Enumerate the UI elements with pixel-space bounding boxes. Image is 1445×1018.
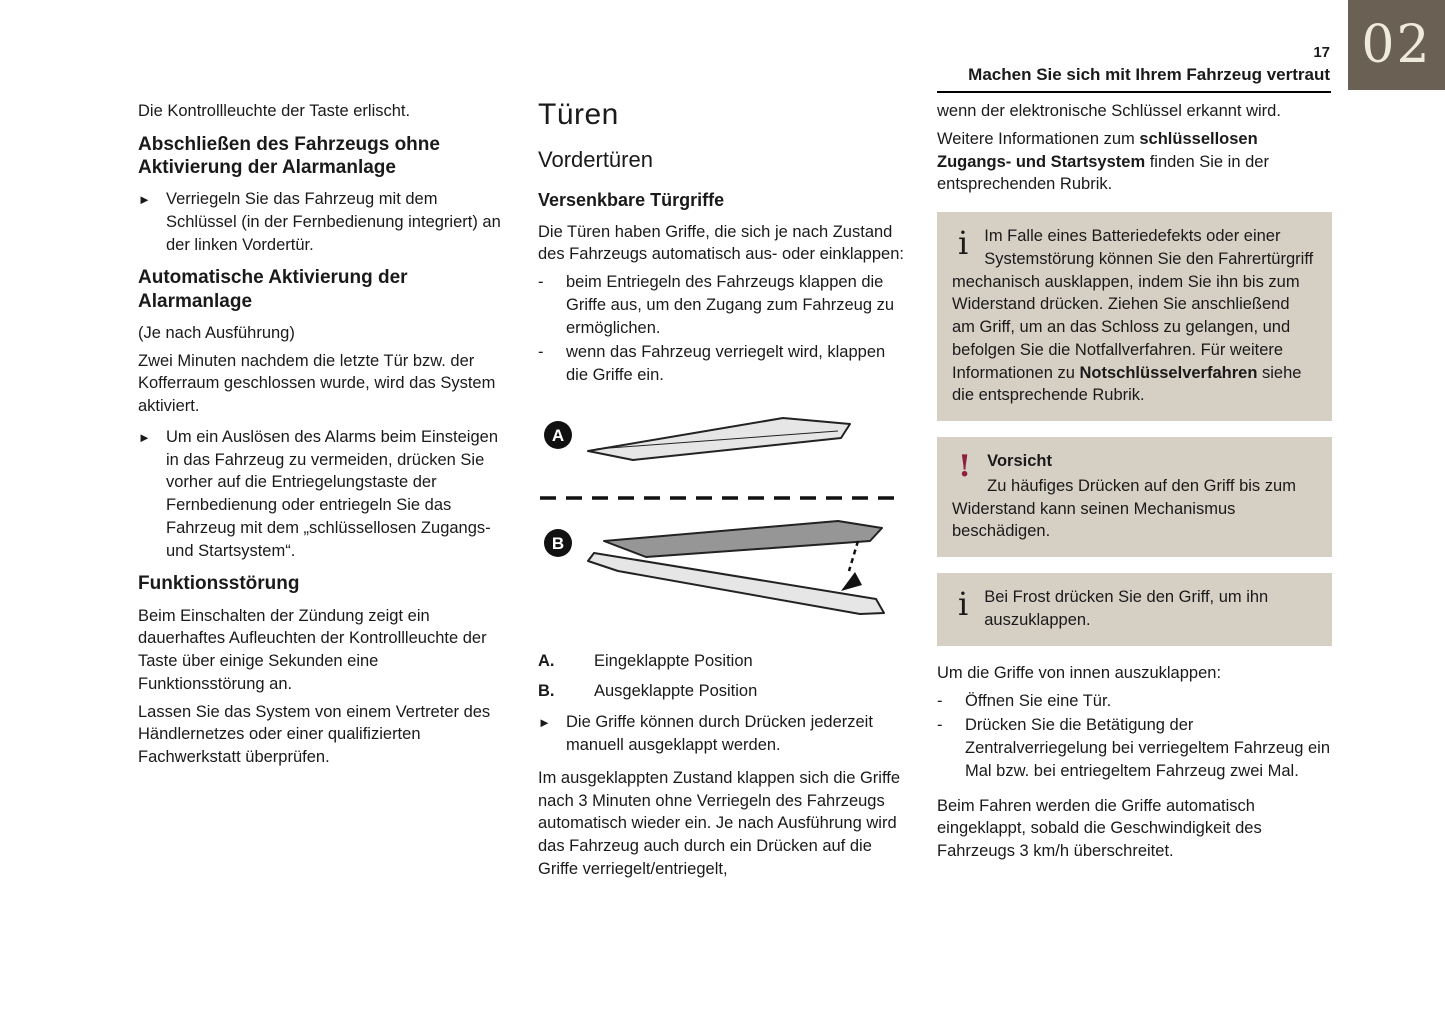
list-item — [538, 271, 906, 339]
text-run: Im Falle eines Batteriedefekts oder einer Systemstörung können Sie den Fahrertürgriff mechanisch ausklappen, indem Sie ihn bis zum Widerstand drücken. Ziehen Sie anschließend am Griff, um an das Schloss zu gelangen, und befolgen Sie die Notfallverfahren. Für weitere Informationen zu — [952, 227, 1314, 382]
down-arrow-head — [841, 572, 862, 591]
label-a-text: A — [551, 425, 565, 445]
info-text: Bei Frost drücken Sie den Griff, um ihn auszuklappen. — [984, 588, 1269, 630]
section-heading-malfunction: Funktionsstörung — [138, 573, 300, 595]
list-item-text: beim Entriegeln des Fahrzeugs klappen die Griffe aus, um den Zugang zum Fahrzeug zu ermöglichen. — [566, 273, 895, 337]
chapter-number: 02 — [1361, 15, 1432, 75]
list-item-text: wenn das Fahrzeug verriegelt wird, klappen die Griffe ein. — [566, 343, 886, 385]
arrow-bullet-icon: ► — [138, 192, 151, 208]
instruction-text: Um ein Auslösen des Alarms beim Einsteigen in das Fahrzeug zu vermeiden, drücken Sie vorher auf die Entriegelungstaste der Fernbedienung oder entriegeln Sie das Fahrzeug mit dem „schlüssellosen Zugangs- und Startsystem“. — [166, 427, 498, 560]
handle-retracted-shape — [588, 418, 850, 460]
text-run-bold: Notschlüsselverfahren — [1079, 363, 1258, 382]
info-icon: i — [958, 585, 969, 624]
dash-bullet-icon: - — [937, 716, 943, 735]
caption-text: Eingeklappte Position — [594, 651, 753, 670]
door-handle-illustration — [538, 403, 906, 642]
paragraph-intro: Die Kontrollleuchte der Taste erlischt. — [138, 102, 411, 120]
instruction-text: Verriegeln Sie das Fahrzeug mit dem Schlüssel (in der Fernbedienung integriert) an der linken Vordertür. — [166, 190, 501, 254]
subtitle-front-doors: Vordertüren — [538, 147, 653, 173]
text-run: siehe die entsprechende Rubrik. — [952, 363, 1302, 405]
caption-text: Ausgeklappte Position — [594, 682, 758, 701]
instruction-item — [138, 188, 506, 256]
list-item-text: Drücken Sie die Betätigung der Zentralverriegelung bei verriegeltem Fahrzeug ein Mal bzw. bei entriegeltem Fahrzeug zwei Mal. — [965, 716, 1331, 780]
dash-bullet-icon: - — [538, 273, 544, 292]
paragraph-malfunction-2: Lassen Sie das System von einem Vertreter des Händlernetzes oder einer qualifizierten Fachwerkstatt überprüfen. — [138, 702, 491, 767]
paragraph-handles-intro: Die Türen haben Griffe, die sich je nach Zustand des Fahrzeugs automatisch aus- oder einklappen: — [538, 222, 904, 264]
column-middle — [538, 94, 906, 886]
chapter-tab — [1348, 0, 1445, 90]
header-rule — [937, 91, 1331, 93]
figure-caption-b — [538, 680, 906, 703]
text-run: finden Sie in der entsprechenden Rubrik. — [937, 152, 1269, 194]
paragraph-alarm-activation: Zwei Minuten nachdem die letzte Tür bzw. der Kofferraum geschlossen wurde, wird das System aktiviert. — [138, 351, 496, 416]
paragraph-malfunction-1: Beim Einschalten der Zündung zeigt ein dauerhaftes Aufleuchten der Kontrollleuchte der Taste über einige Sekunden eine Funktionsstörung an. — [138, 606, 487, 693]
info-box-frost — [937, 573, 1332, 646]
down-arrow-icon — [849, 541, 858, 571]
label-b-text: B — [551, 533, 565, 553]
caption-letter: B. — [538, 682, 555, 701]
paragraph-deploy-from-inside: Um die Griffe von innen auszuklappen: — [937, 663, 1222, 682]
dash-bullet-icon: - — [538, 343, 544, 362]
figure-caption-a — [538, 650, 906, 673]
paragraph-key-detected: wenn der elektronische Schlüssel erkannt wird. — [937, 102, 1281, 120]
handle-deployed-lower-shape — [588, 553, 884, 614]
list-item-text: Öffnen Sie eine Tür. — [965, 691, 1112, 710]
caution-title: Vorsicht — [987, 452, 1052, 471]
paragraph-handles-behavior: Im ausgeklappten Zustand klappen sich die Griffe nach 3 Minuten ohne Verriegeln des Fahrzeugs automatisch wieder ein. Je nach Ausführung wird das Fahrzeug auch durch ein Drücken auf die Griffe verriegelt/entriegelt, — [538, 768, 900, 878]
arrow-bullet-icon: ► — [138, 429, 151, 445]
list-item — [937, 690, 1332, 713]
list-item — [937, 714, 1332, 782]
handle-deployed-upper-shape — [604, 521, 882, 557]
door-handle-figure — [538, 403, 906, 635]
dash-bullet-icon: - — [937, 691, 943, 710]
paragraph-driving-retract: Beim Fahren werden die Griffe automatisch eingeklappt, sobald die Geschwindigkeit des Fahrzeugs 3 km/h überschreitet. — [937, 796, 1262, 861]
paragraph-more-info — [937, 128, 1332, 196]
instruction-item — [538, 711, 906, 757]
chapter-title-doors: Türen — [538, 98, 619, 131]
warning-icon: ! — [958, 449, 972, 485]
caption-letter: A. — [538, 651, 555, 670]
page-number: 17 — [1313, 44, 1330, 61]
instruction-item — [138, 426, 506, 563]
caution-box — [937, 437, 1332, 557]
text-run: Weitere Informationen zum — [937, 129, 1140, 148]
instruction-text: Die Griffe können durch Drücken jederzeit manuell ausgeklappt werden. — [566, 713, 873, 754]
section-heading-retractable-handles: Versenkbare Türgriffe — [538, 189, 725, 210]
page-header-title: Machen Sie sich mit Ihrem Fahrzeug vertraut — [968, 65, 1330, 84]
section-heading-auto-alarm: Automatische Aktivierung der Alarmanlage — [138, 267, 408, 312]
info-icon: i — [958, 224, 969, 263]
column-right — [937, 100, 1332, 868]
column-left — [138, 100, 506, 774]
section-heading-lock-without-alarm: Abschließen des Fahrzeugs ohne Aktivierung der Alarmanlage — [138, 133, 440, 178]
paragraph-variant-note: (Je nach Ausführung) — [138, 323, 295, 342]
info-box-battery-failure — [937, 212, 1332, 421]
caution-text: Zu häufiges Drücken auf den Griff bis zum Widerstand kann seinen Mechanismus beschädigen. — [952, 476, 1296, 541]
list-item — [538, 341, 906, 387]
info-text — [952, 224, 1314, 405]
text-run-bold: schlüssellosen Zugangs- und Startsystem — [937, 129, 1258, 171]
arrow-bullet-icon: ► — [538, 715, 551, 731]
